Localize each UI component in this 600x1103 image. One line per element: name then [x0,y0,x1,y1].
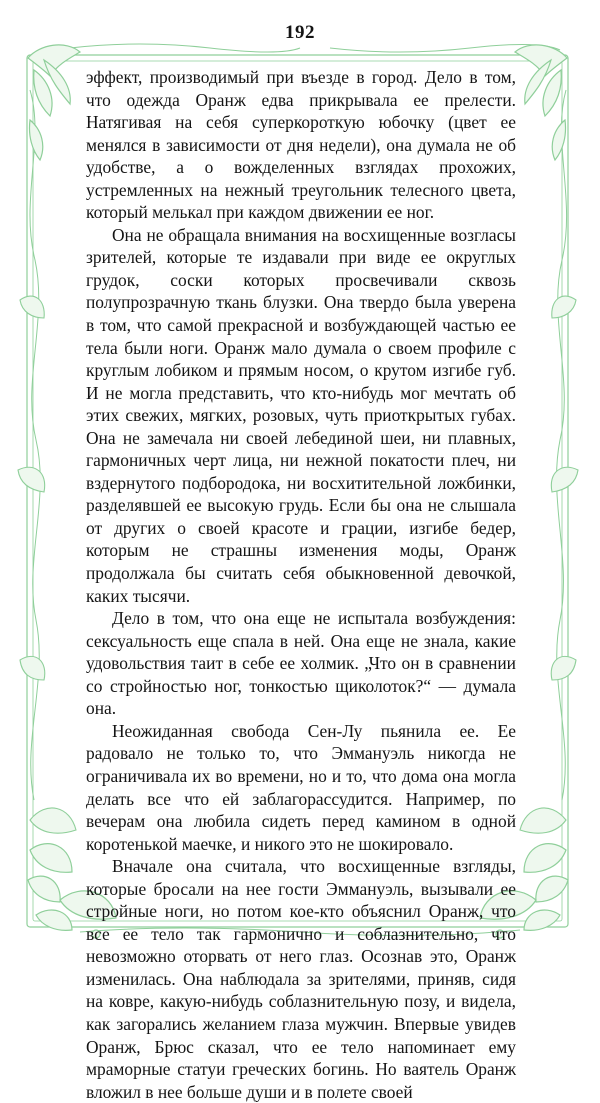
body-text [86,66,516,1103]
paragraph-2: Она не обращала внимания на восхищенные возгласы зрителей, которые те издавали при виде ее округлых грудок, соски которых просвечивали сквозь полупрозрачную ткань блузки. Она твердо была уверена в том, что самой прекрасной и возбуждающей частью ее тела были ноги. Оранж мало думала о своем профиле с круглым лобиком и прямым носом, о крутом изгибе губ. И не могла представить, что кто-нибудь мог мечтать об этих свежих, мягких, розовых, чуть приоткрытых губах. Она не замечала ни своей лебединой шеи, ни плавных, гармоничных черт лица, ни нежной покатости плеч, ни вздернутого подбородока, ни восхитительной ложбинки, разделявшей ее высокую грудь. Если бы она не слышала от других о своей красоте и грации, изгибе бедер, которым не страшны изменения моды, Оранж продолжала бы считать себя обыкновенной девочкой, каких тысячи. [86,224,516,606]
corner-ornament-top-left [28,45,80,160]
corner-ornament-top-right [515,45,567,160]
paragraph-4: Неожиданная свобода Сен-Лу пьянила ее. Ее радовало не только то, что Эммануэль никогда не ограничивала их во времени, но и то, что дома она могла делать все что ей заблагорассудится. Например, по вечерам она любила сидеть перед камином в одной коротенькой маечке, и никого это не шокировало. [86,720,516,854]
paragraph-5: Вначале она считала, что восхищенные взгляды, которые бросали на нее гости Эммануэль, вызывали ее стройные ноги, но потом кое-кто объяснил Оранж, что все ее тело так гармонично и соблазнительно, что невозможно оторвать от него глаз. Осознав это, Оранж изменилась. Она наблюдала за зрителями, приняв, сидя на ковре, какую-нибудь соблазнительную позу, и видела, как загорались желанием глаза мужчин. Впервые увидев Оранж, Брюс сказал, что ее тело напоминает ему мраморные статуи греческих богинь. Но ваятель Оранж вложил в нее больше души и в полете своей [86,856,516,1102]
paragraph-1: эффект, производимый при въезде в город. Дело в том, что одежда Оранж едва прикрывала ее прелести. Натягивая на себя суперкороткую юбочку (цвет ее менялся в зависимости от дня недели), она думала не об удобстве, а о вожделенных взглядах прохожих, устремленных на нежный треугольник телесного цвета, который мелькал при каждом движении ее ног. [86,67,516,223]
paragraph-3: Дело в том, что она еще не испытала возбуждения: сексуальность еще спала в ней. Она еще не знала, какие удовольствия таит в себе ее холмик. „Что он в сравнении со стройностью ног, тонкостью щиколоток?“ — думала она. [86,608,516,719]
page-number: 192 [285,22,315,43]
